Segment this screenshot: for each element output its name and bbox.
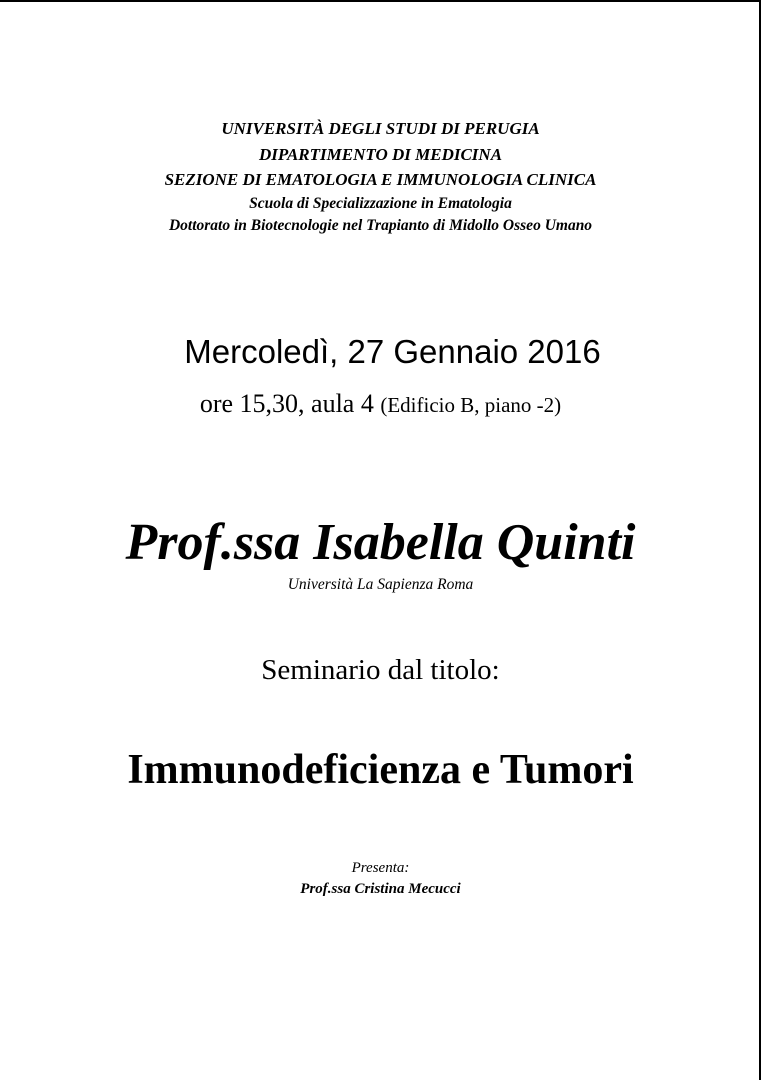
seminar-intro: Seminario dal titolo: — [261, 654, 500, 686]
seminar-title: Immunodeficienza e Tumori — [127, 747, 634, 793]
presenter-name: Prof.ssa Cristina Mecucci — [300, 881, 461, 897]
speaker-name: Prof.ssa Isabella Quinti — [125, 514, 636, 571]
department-name: DIPARTIMENTO DI MEDICINA — [258, 145, 503, 164]
event-time: ore 15,30, aula 4 — [199, 389, 374, 418]
presenter-label: Presenta: — [351, 860, 410, 876]
doctorate-name: Dottorato in Biotecnologie nel Trapianto di Midollo Osseo Umano — [168, 217, 593, 234]
event-time-location — [0, 389, 761, 420]
top-border-line — [0, 0, 761, 2]
section-name: SEZIONE DI EMATOLOGIA E IMMUNOLOGIA CLINICA — [164, 170, 597, 189]
school-name: Scuola di Specializzazione in Ematologia — [249, 195, 512, 212]
event-date: Mercoledì, 27 Gennaio 2016 — [184, 333, 601, 370]
university-name: UNIVERSITÀ DEGLI STUDI DI PERUGIA — [221, 119, 540, 138]
event-location: (Edificio B, piano -2) — [380, 393, 562, 417]
speaker-affiliation: Università La Sapienza Roma — [287, 576, 474, 593]
